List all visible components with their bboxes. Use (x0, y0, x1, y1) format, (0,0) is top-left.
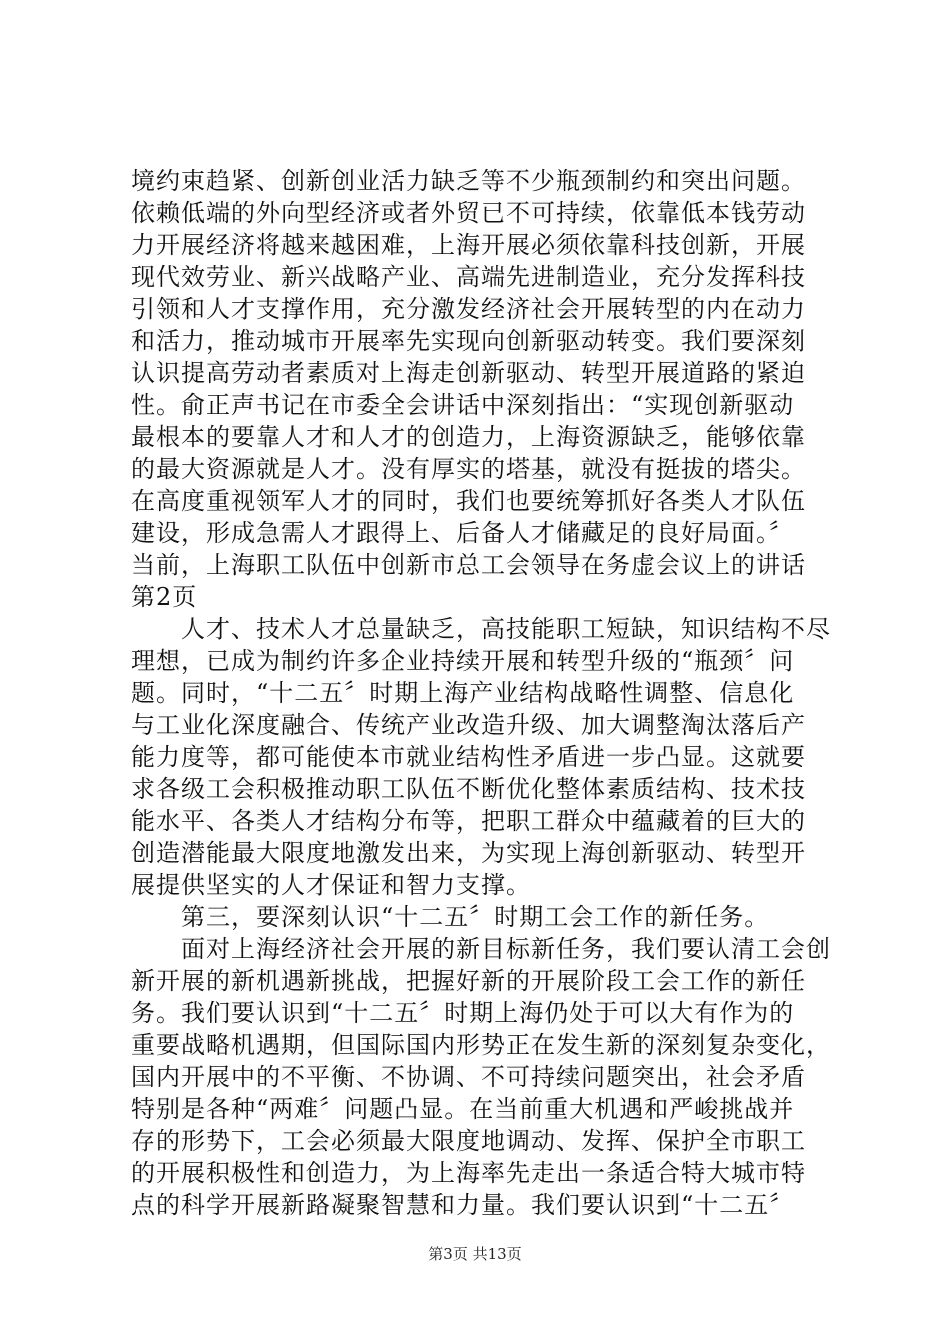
text-line: 点的科学开展新路凝聚智慧和力量。我们要认识到“十二五〞 (131, 1191, 795, 1219)
text-line: 境约束趋紧、创新创业活力缺乏等不少瓶颈制约和突出问题。 (131, 167, 806, 195)
text-line: 认识提高劳动者素质对上海走创新驱动、转型开展道路的紧迫 (131, 359, 806, 387)
text-line: 力开展经济将越来越困难，上海开展必须依靠科技创新，开展 (131, 231, 806, 259)
text-line: 面对上海经济社会开展的新目标新任务，我们要认清工会创 (131, 935, 831, 963)
text-line: 理想，已成为制约许多企业持续开展和转型升级的“瓶颈〞问 (131, 647, 795, 675)
text-line: 能水平、各类人才结构分布等，把职工群众中蕴藏着的巨大的 (131, 807, 806, 835)
text-line: 的开展积极性和创造力，为上海率先走出一条适合特大城市特 (131, 1159, 806, 1187)
text-line: 新开展的新机遇新挑战，把握好新的开展阶段工会工作的新任 (131, 967, 806, 995)
text-line: 第2页 (131, 583, 198, 611)
text-line: 第三，要深刻认识“十二五〞时期工会工作的新任务。 (131, 903, 770, 931)
text-line: 题。同时，“十二五〞时期上海产业结构战略性调整、信息化 (131, 679, 795, 707)
text-line: 求各级工会积极推动职工队伍不断优化整体素质结构、技术技 (131, 775, 806, 803)
page-footer: 第3页 共13页 (428, 1245, 522, 1263)
text-line: 依赖低端的外向型经济或者外贸已不可持续，依靠低本钱劳动 (131, 199, 806, 227)
text-line: 务。我们要认识到“十二五〞时期上海仍处于可以大有作为的 (131, 999, 795, 1027)
text-line: 国内开展中的不平衡、不协调、不可持续问题突出，社会矛盾 (131, 1063, 806, 1091)
text-line: 重要战略机遇期，但国际国内形势正在发生新的深刻复杂变化， (131, 1031, 831, 1059)
text-line: 展提供坚实的人才保证和智力支撑。 (131, 871, 531, 899)
text-line: 性。俞正声书记在市委全会讲话中深刻指出：“实现创新驱动 (131, 391, 795, 419)
text-line: 在高度重视领军人才的同时，我们也要统筹抓好各类人才队伍 (131, 487, 806, 515)
body-text (131, 165, 831, 1221)
text-line: 现代效劳业、新兴战略产业、高端先进制造业，充分发挥科技 (131, 263, 806, 291)
text-line: 和活力，推动城市开展率先实现向创新驱动转变。我们要深刻 (131, 327, 806, 355)
text-line: 创造潜能最大限度地激发出来，为实现上海创新驱动、转型开 (131, 839, 806, 867)
text-line: 特别是各种“两难〞问题凸显。在当前重大机遇和严峻挑战并 (131, 1095, 795, 1123)
text-line: 的最大资源就是人才。没有厚实的塔基，就没有挺拔的塔尖。 (131, 455, 806, 483)
text-line: 与工业化深度融合、传统产业改造升级、加大调整淘汰落后产 (131, 711, 806, 739)
text-line: 引领和人才支撑作用，充分激发经济社会开展转型的内在动力 (131, 295, 806, 323)
text-line: 能力度等，都可能使本市就业结构性矛盾进一步凸显。这就要 (131, 743, 806, 771)
text-line: 建设，形成急需人才跟得上、后备人才储藏足的良好局面。〞 (131, 519, 794, 547)
text-line: 人才、技术人才总量缺乏，高技能职工短缺，知识结构不尽 (131, 615, 831, 643)
text-line: 当前，上海职工队伍中创新市总工会领导在务虚会议上的讲话 (131, 551, 806, 579)
text-line: 存的形势下，工会必须最大限度地调动、发挥、保护全市职工 (131, 1127, 806, 1155)
text-line: 最根本的要靠人才和人才的创造力，上海资源缺乏，能够依靠 (131, 423, 806, 451)
